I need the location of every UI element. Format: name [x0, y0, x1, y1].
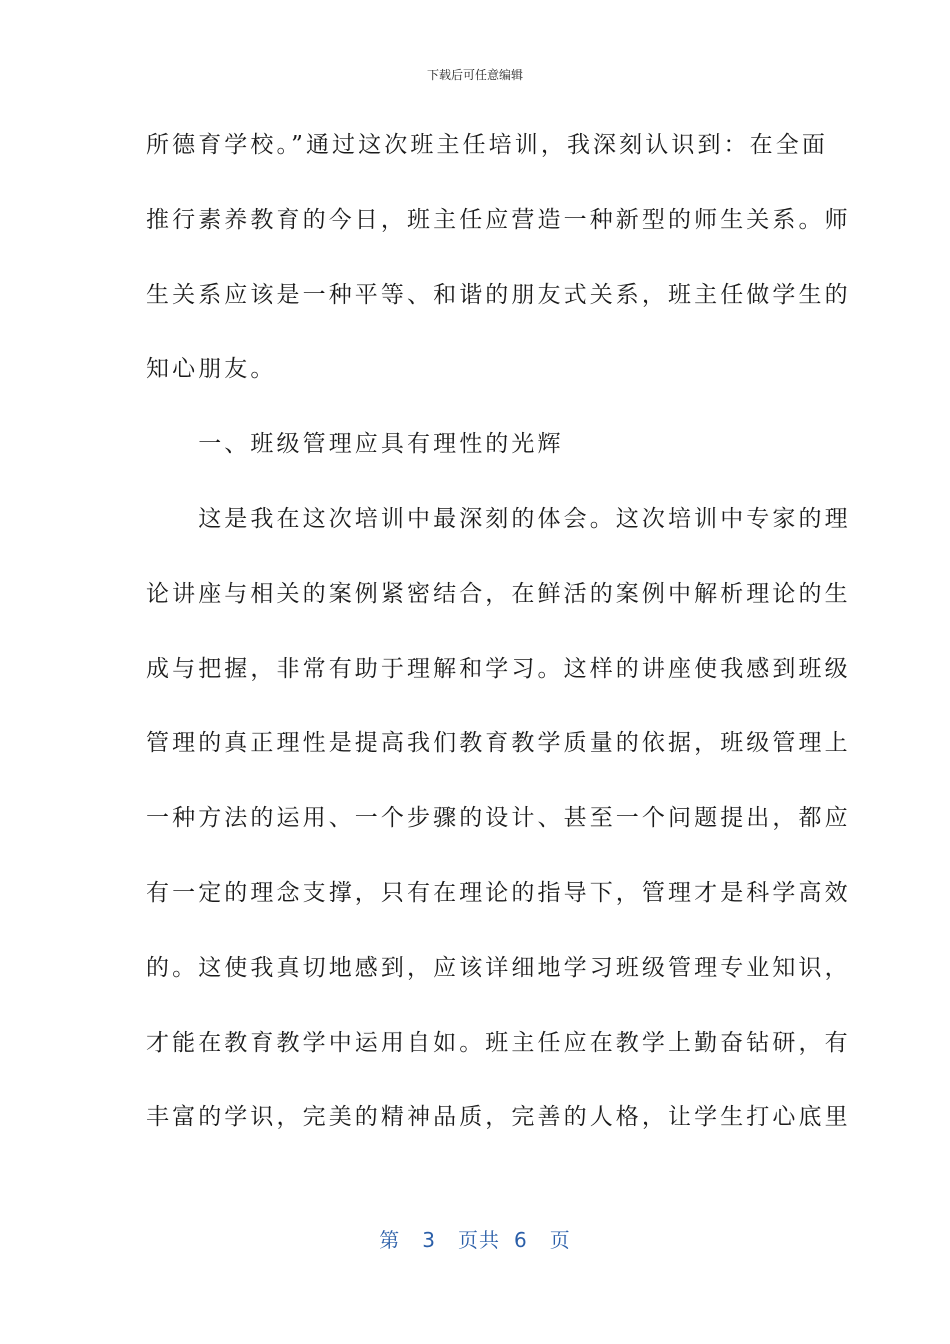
body-line: 的。这使我真切地感到，应该详细地学习班级管理专业知识，: [146, 954, 851, 981]
body-line: 生关系应该是一种平等、和谐的朋友式关系，班主任做学生的: [146, 281, 851, 308]
body-line: 推行素养教育的今日，班主任应营造一种新型的师生关系。师: [146, 206, 851, 233]
body-line: 知心朋友。: [146, 356, 277, 383]
body-line: 论讲座与相关的案例紧密结合，在鲜活的案例中解析理论的生: [146, 580, 851, 607]
body-line: 丰富的学识，完美的精神品质，完善的人格，让学生打心底里: [146, 1104, 851, 1131]
footer-suffix: 页: [549, 1228, 571, 1252]
page-footer: [0, 1224, 950, 1253]
section-heading: 一、班级管理应具有理性的光辉: [146, 431, 564, 458]
page-header: 下载后可任意编辑: [426, 68, 523, 82]
body-line: 这是我在这次培训中最深刻的体会。这次培训中专家的理: [146, 505, 851, 532]
current-page-number: 3: [422, 1228, 436, 1252]
body-line: 才能在教育教学中运用自如。班主任应在教学上勤奋钻研，有: [146, 1029, 851, 1056]
body-line: 管理的真正理性是提高我们教育教学质量的依据，班级管理上: [146, 730, 851, 757]
body-line: 所德育学校。”通过这次班主任培训，我深刻认识到：在全面: [146, 132, 828, 158]
body-line: 成与把握，非常有助于理解和学习。这样的讲座使我感到班级: [146, 655, 851, 682]
body-line: 有一定的理念支撑，只有在理论的指导下，管理才是科学高效: [146, 879, 851, 906]
footer-middle: 页共: [458, 1228, 500, 1252]
document-body: [146, 108, 851, 1155]
footer-prefix: 第: [379, 1228, 401, 1252]
total-pages-number: 6: [514, 1228, 528, 1252]
body-line: 一种方法的运用、一个步骤的设计、甚至一个问题提出，都应: [146, 805, 851, 832]
